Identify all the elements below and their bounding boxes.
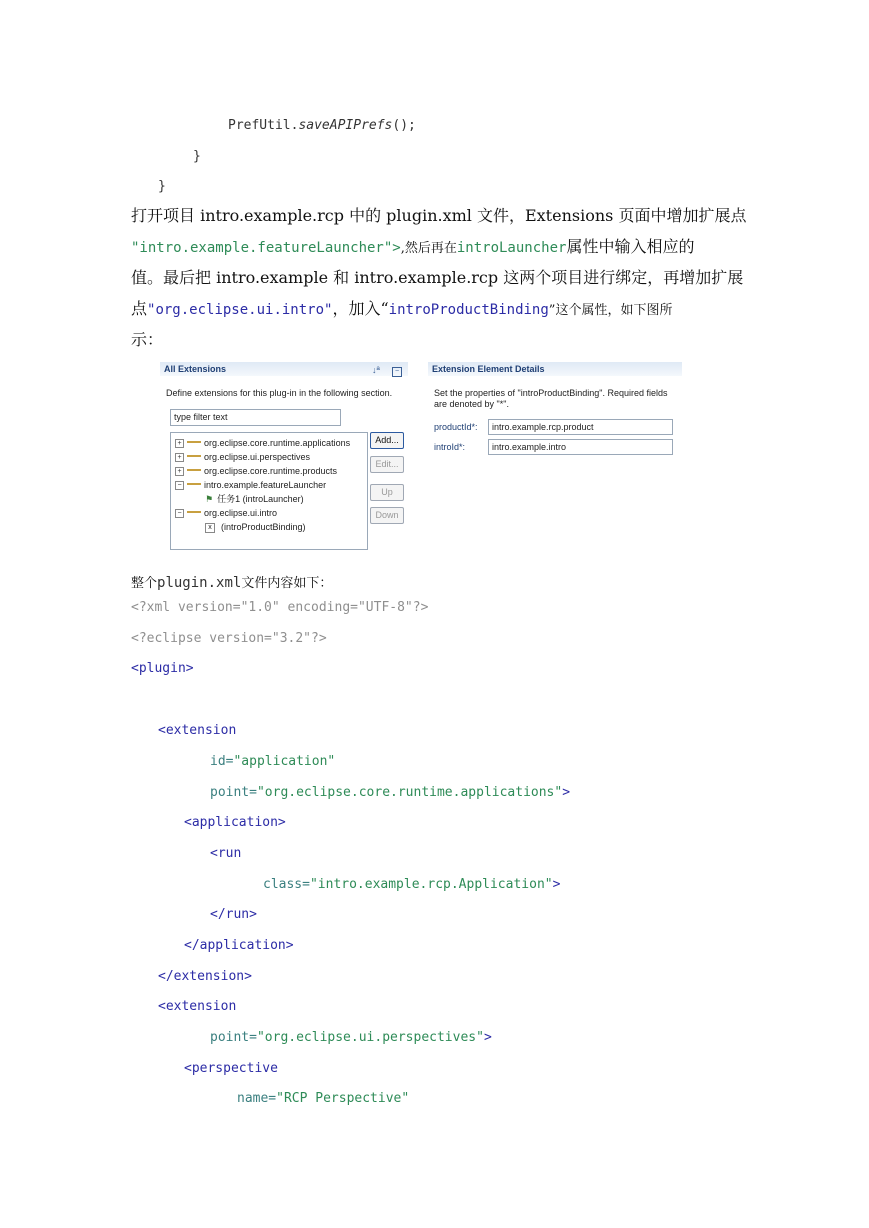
product-id-label: productId*:	[434, 422, 478, 432]
filter-input[interactable]: type filter text	[170, 409, 341, 426]
xml-attribute	[210, 785, 570, 800]
tree-item[interactable]	[175, 450, 310, 464]
extension-icon	[187, 469, 201, 475]
xml-tag: <extension	[158, 723, 237, 738]
paragraph-line: 值。最后把 intro.example 和 intro.example.rcp 这两个项目进行绑定，再增加扩展	[131, 268, 744, 287]
element-icon: ⚑	[205, 494, 214, 504]
intro-id-field[interactable]: intro.example.intro	[488, 439, 673, 455]
code-brace: }	[193, 149, 201, 164]
product-id-field[interactable]: intro.example.rcp.product	[488, 419, 673, 435]
inline-code: introProductBinding	[388, 302, 549, 318]
collapse-icon[interactable]: −	[175, 509, 184, 518]
attr-value: "org.eclipse.ui.perspectives"	[256, 1030, 484, 1045]
tree-item-label: 任务1 (introLauncher)	[217, 494, 304, 504]
xml-tag: <perspective	[184, 1061, 278, 1076]
code-method: saveAPIPrefs	[298, 118, 393, 133]
expand-icon[interactable]: +	[175, 453, 184, 462]
tree-item-label: org.eclipse.core.runtime.products	[204, 466, 338, 476]
details-description: are denoted by "*".	[434, 399, 509, 409]
attr-name: name=	[237, 1091, 277, 1106]
paragraph-line	[131, 231, 746, 264]
attr-name: id=	[210, 754, 234, 769]
attr-name: class=	[263, 877, 310, 892]
paragraph-line	[131, 293, 746, 326]
panel-title: All Extensions	[160, 362, 408, 376]
code-brace: }	[158, 179, 166, 194]
inline-code: introLauncher	[456, 240, 567, 256]
inline-code: "org.eclipse.ui.intro"	[147, 302, 333, 318]
code-token: PrefUtil.	[228, 118, 299, 133]
code-token: ();	[392, 118, 416, 133]
expand-icon[interactable]: +	[175, 439, 184, 448]
attr-value: "RCP Perspective"	[276, 1091, 410, 1106]
paragraph-text: ”这个属性，如下图所	[548, 303, 673, 318]
xml-tag: <plugin>	[131, 661, 194, 676]
xml-bracket: >	[562, 785, 571, 800]
tree-item[interactable]	[205, 520, 306, 534]
element-icon: x	[205, 523, 215, 533]
extension-icon	[187, 441, 201, 447]
attr-value: "application"	[233, 754, 336, 769]
sort-icon[interactable]: ↓ª	[372, 365, 380, 375]
xml-tag: <run	[210, 846, 242, 861]
xml-attribute	[237, 1091, 409, 1106]
paragraph-text: 点	[131, 299, 148, 318]
tree-item[interactable]	[205, 492, 304, 506]
paragraph-text: 文件内容如下：	[241, 576, 333, 591]
xml-declaration: <?xml version="1.0" encoding="UTF-8"?>	[131, 600, 429, 615]
down-button[interactable]: Down	[370, 507, 404, 524]
details-description: Set the properties of "introProductBinding". Required fields	[434, 388, 668, 398]
collapse-icon[interactable]: −	[175, 481, 184, 490]
tree-item-label: org.eclipse.ui.intro	[204, 508, 278, 518]
paragraph-text: ，加入“	[332, 299, 389, 318]
xml-bracket: >	[483, 1030, 492, 1045]
tree-item-label: (introProductBinding)	[221, 522, 306, 532]
xml-attribute	[210, 1030, 492, 1045]
panel-title: Extension Element Details	[428, 362, 682, 376]
inline-code: "intro.example.featureLauncher">	[131, 240, 401, 256]
paragraph-text: ,然后再在	[400, 241, 457, 256]
all-extensions-panel	[160, 362, 408, 550]
tree-item[interactable]	[175, 436, 350, 450]
tree-item[interactable]	[175, 464, 337, 478]
xml-attribute	[210, 754, 335, 769]
edit-button[interactable]: Edit...	[370, 456, 404, 473]
element-details-panel	[428, 362, 682, 472]
xml-tag: </application>	[184, 938, 294, 953]
paragraph-line: 打开项目 intro.example.rcp 中的 plugin.xml 文件，Extensions 页面中增加扩展点	[131, 206, 747, 225]
tree-item[interactable]	[175, 506, 277, 520]
attr-value: "intro.example.rcp.Application"	[309, 877, 553, 892]
xml-tag: <application>	[184, 815, 286, 830]
paragraph-line	[131, 566, 746, 599]
tree-item-label: intro.example.featureLauncher	[204, 480, 327, 490]
xml-bracket: >	[552, 877, 561, 892]
tree-item-label: org.eclipse.ui.perspectives	[204, 452, 311, 462]
tree-item[interactable]	[175, 478, 326, 492]
paragraph-text: 整个	[131, 576, 158, 591]
paragraph-line: 示：	[131, 330, 164, 349]
panel-description: Define extensions for this plug-in in the following section.	[166, 388, 393, 398]
tree-item-label: org.eclipse.core.runtime.applications	[204, 438, 351, 448]
extension-icon	[187, 455, 201, 461]
xml-attribute	[263, 877, 560, 892]
extension-icon	[187, 483, 201, 489]
inline-code: plugin.xml	[157, 575, 242, 591]
intro-id-label: introId*:	[434, 442, 466, 452]
xml-tag: <extension	[158, 999, 237, 1014]
attr-name: point=	[210, 1030, 257, 1045]
extensions-screenshot	[160, 362, 682, 550]
code-line-saveprefs	[228, 118, 416, 133]
up-button[interactable]: Up	[370, 484, 404, 501]
collapse-all-icon[interactable]: −	[392, 367, 402, 377]
paragraph-text: 属性中输入相应的	[566, 237, 695, 256]
xml-tag: </run>	[210, 907, 257, 922]
expand-icon[interactable]: +	[175, 467, 184, 476]
eclipse-declaration: <?eclipse version="3.2"?>	[131, 631, 327, 646]
xml-tag: </extension>	[158, 969, 252, 984]
add-button[interactable]: Add...	[370, 432, 404, 449]
extension-icon	[187, 511, 201, 517]
attr-name: point=	[210, 785, 257, 800]
attr-value: "org.eclipse.core.runtime.applications"	[256, 785, 563, 800]
extensions-tree	[170, 432, 368, 550]
